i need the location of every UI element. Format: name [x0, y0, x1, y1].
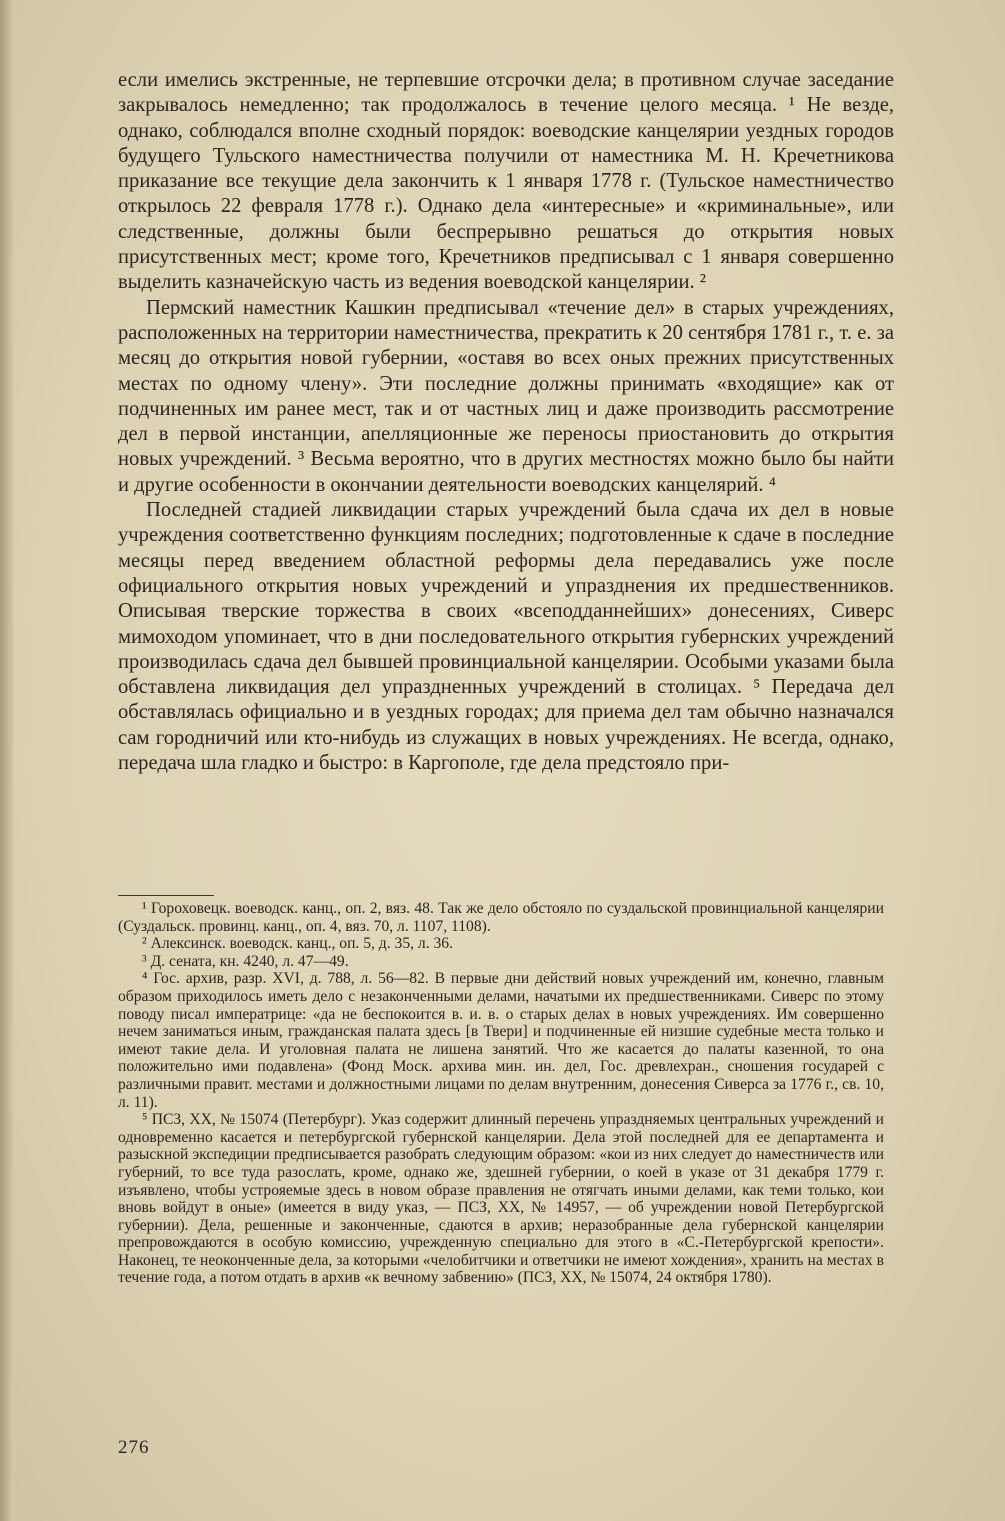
footnotes — [118, 895, 884, 1287]
paragraph: Пермский наместник Кашкин предписывал «течение дел» в старых учреждениях, расположенных на территории наместничества, прекратить к 20 сентября 1781 г., т. е. за месяц до открытия новой губернии, «оставя во всех оных прежних присутственных местах по одному члену». Эти последние должны принимать «входящие» как от подчиненных им ранее мест, так и от частных лиц и даже производить рассмотрение дел в первой инстанции, апелляционные же переносы приостановить до открытия новых учреждений. ³ Весьма вероятно, что в других местностях можно было бы найти и другие особенности в окончании деятельности воеводских канцелярий. ⁴ — [118, 296, 894, 496]
main-text — [118, 68, 894, 776]
page-number: 276 — [118, 1437, 150, 1458]
page-edge-shadow — [0, 0, 14, 1521]
footnote-divider — [118, 895, 214, 896]
paragraph: Последней стадией ликвидации старых учреждений была сдача их дел в новые учреждения соответственно функциям последних; подготовленные к сдаче в последние месяцы перед введением областной реформы дела передавались уже после официального открытия новых учреждений и упразднения их предшественников. Описывая тверские торжества в своих «всеподданнейших» донесениях, Сиверс мимоходом упоминает, что в дни последовательного открытия губернских учреждений производилась сдача дел бывшей провинциальной канцелярии. Особыми указами была обставлена ликвидация дел упраздненных учреждений в столицах. ⁵ Передача дел обставлялась официально и в уездных городах; для приема дел там обычно назначался сам городничий или кто-нибудь из служащих в новых учреждениях. Не всегда, однако, передача шла гладко и быстро: в Каргополе, где дела предстояло при- — [118, 499, 894, 775]
footnote: ⁴ Гос. архив, разр. XVI, д. 788, л. 56—82. В первые дни действий новых учреждений им, конечно, главным образом приходилось иметь дело с незаконченными делами, начатыми их предшественниками. Сиверс по этому поводу писал императрице: «да не беспокоится в. и. в. о старых делах в новых учреждениях. Им совершенно нечем заниматься иным, гражданская палата здесь [в Твери] и подчиненные ей низшие судебные места только и имеют такие дела. И уголовная палата не лишена занятий. Что же касается до палаты казенной, то она положительно ими подавлена» (Фонд Моск. архива мин. ин. дел, Гос. древлехран., сношения государей с различными правит. местами и должностными лицами по делам внутренним, донесения Сиверса за 1776 г., св. 10, л. 11). — [118, 970, 884, 1111]
footnote: ² Алексинск. воеводск. канц., оп. 5, д. 35, л. 36. — [142, 935, 453, 953]
footnote: ³ Д. сената, кн. 4240, л. 47—49. — [142, 952, 349, 970]
footnote: ⁵ ПСЗ, XX, № 15074 (Петербург). Указ содержит длинный перечень упраздняемых центральных учреждений и одновременно касается и петербургской губернской канцелярии. Дела этой последней для ее департамента и разыскной экспедиции предписывается разобрать следующим образом: «кои из них следует до наместничеств или губерний, то все туда разослать, кроме, однако же, здешней губернии, о коей в указе от 31 декабря 1779 г. изъявлено, чтобы устрояемые здесь в новом образе правления не отягчать иными делами, как теми только, кои вновь войдут в оные» (имеется в виду указ, — ПСЗ, XX, № 14957, — об учреждении новой Петербургской губернии). Дела, решенные и законченные, сдаются в архив; неразобранные дела губернской канцелярии препровождаются в особую комиссию, учрежденную специально для этого в «С.-Петербургской крепости». Наконец, те неоконченные дела, за которыми «челобитчики и ответчики не имеют хождения», хранить на местах в течение года, а потом отдать в архив «к вечному забвению» (ПСЗ, XX, № 15074, 24 октября 1780). — [118, 1111, 884, 1287]
footnote: ¹ Гороховецк. воеводск. канц., оп. 2, вяз. 48. Так же дело обстояло по суздальской провинциальной канцелярии (Суздальск. провинц. канц., оп. 4, вяз. 70, л. 1107, 1108). — [118, 900, 884, 935]
paragraph: если имелись экстренные, не терпевшие отсрочки дела; в противном случае заседание закрывалось немедленно; так продолжалось в течение целого месяца. ¹ Не везде, однако, соблюдался вполне сходный порядок: воеводские канцелярии уездных городов будущего Тульского наместничества получили от наместника М. Н. Кречетникова приказание все текущие дела закончить к 1 января 1778 г. (Тульское наместничество открылось 22 февраля 1778 г.). Однако дела «интересные» и «криминальные», или следственные, должны были беспрерывно решаться до открытия новых присутственных мест; кроме того, Кречетников предписывал с 1 января совершенно выделить казначейскую часть из ведения воеводской канцелярии. ² — [118, 69, 894, 294]
